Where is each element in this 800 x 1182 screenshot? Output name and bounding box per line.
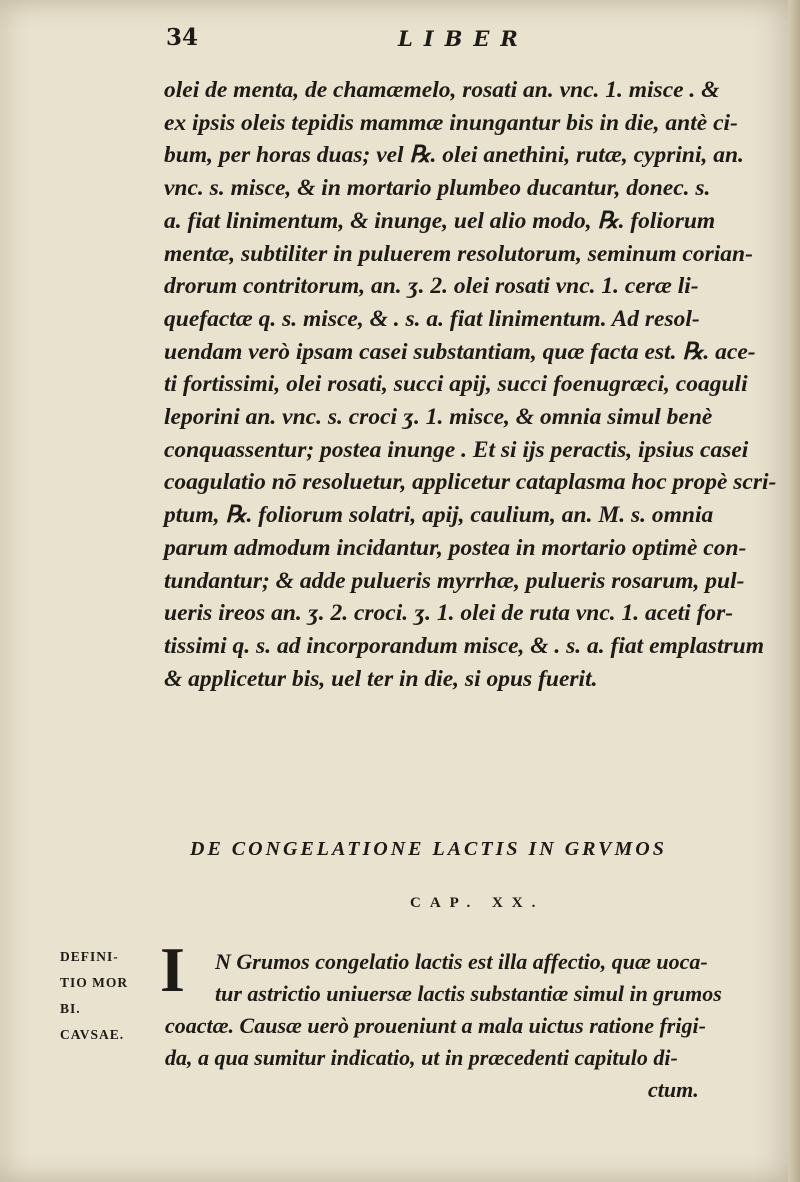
chapter-line: tur astrictio uniuersæ lactis substantiæ simul in grumos (215, 981, 722, 1006)
chapter-line: N Grumos congelatio lactis est illa affectio, quæ uoca- (215, 949, 708, 974)
margin-note (60, 944, 158, 1048)
text-line: & applicetur bis, uel ter in die, si opus fuerit. (164, 665, 598, 692)
text-line: olei de menta, de chamæmelo, rosati an. vnc. 1. misce . & (164, 77, 720, 103)
text-line: mentæ, subtiliter in puluerem resolutorum, seminum corian- (164, 240, 753, 267)
drop-cap-initial: I (160, 934, 185, 1005)
margin-note-line: TIO MOR (60, 975, 129, 990)
margin-note-line: CAVSAE. (60, 1027, 125, 1042)
margin-note-line: DEFINI- (60, 949, 119, 964)
body-text (164, 74, 796, 695)
margin-note-line: BI. (60, 1001, 81, 1016)
page-number: 34 (166, 24, 199, 51)
text-line: ptum, ℞. foliorum solatri, apij, caulium, an. M. s. omnia (164, 502, 714, 529)
text-line: ti fortissimi, olei rosati, succi apij, succi foenugræci, coaguli (164, 371, 748, 398)
text-line: uendam verò ipsam casei substantiam, quæ facta est. ℞. ace- (164, 338, 756, 365)
text-line: quefactæ q. s. misce, & . s. a. fiat linimentum. Ad resol- (164, 305, 700, 332)
text-line: bum, per horas duas; vel ℞. olei anethini, rutæ, cyprini, an. (164, 142, 744, 169)
text-line: drorum contritorum, an. ʒ. 2. olei rosati vnc. 1. ceræ li- (164, 273, 699, 300)
running-title: LIBER (398, 26, 529, 51)
text-line: ex ipsis oleis tepidis mammæ inungantur bis in die, antè ci- (164, 109, 738, 136)
section-heading: DE CONGELATIONE LACTIS IN GRVMOS (190, 838, 667, 860)
text-line: parum admodum incidantur, postea in mortario optimè con- (164, 534, 747, 561)
chapter-text (165, 946, 795, 1106)
running-head (166, 18, 726, 58)
chapter-line: da, a qua sumitur indicatio, ut in præcedenti capitulo di- (165, 1045, 678, 1070)
text-line: tissimi q. s. ad incorporandum misce, & . s. a. fiat emplastrum (164, 632, 764, 659)
chapter-line: ctum. (648, 1077, 699, 1102)
text-line: coagulatio nō resoluetur, applicetur cataplasma hoc propè scri- (164, 469, 777, 496)
chapter-label: CAP. XX. (410, 895, 545, 911)
text-line: leporini an. vnc. s. croci ʒ. 1. misce, & omnia simul benè (164, 404, 713, 431)
text-line: ueris ireos an. ʒ. 2. croci. ʒ. 1. olei de ruta vnc. 1. aceti for- (164, 600, 734, 627)
text-line: tundantur; & adde pulueris myrrhæ, pulueris rosarum, pul- (164, 567, 745, 594)
text-line: a. fiat linimentum, & inunge, uel alio modo, ℞. foliorum (164, 207, 716, 234)
chapter-line: coactæ. Causæ uerò proueniunt a mala uictus ratione frigi- (165, 1013, 706, 1038)
text-line: conquassentur; postea inunge . Et si ijs peractis, ipsius casei (164, 436, 749, 463)
text-line: vnc. s. misce, & in mortario plumbeo ducantur, donec. s. (164, 175, 711, 202)
